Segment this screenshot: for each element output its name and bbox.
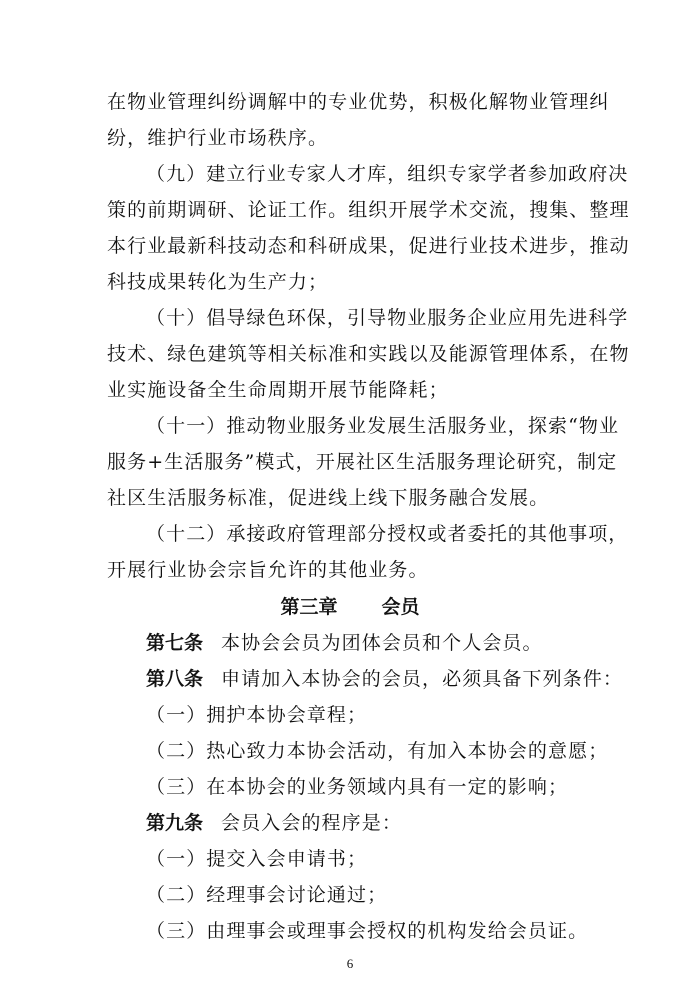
article-8 <box>146 666 623 692</box>
paragraph-line: 社区生活服务标准，促进线上线下服务融合发展。 <box>107 487 550 509</box>
paragraph-line: （十）倡导绿色环保，引导物业服务企业应用先进科学 <box>146 307 629 329</box>
paragraph-line: 服务+生活服务”模式，开展社区生活服务理论研究，制定 <box>107 451 618 473</box>
procedure-item: （三）由理事会或理事会授权的机构发给会员证。 <box>146 920 589 942</box>
article-label: 第九条 <box>146 812 204 834</box>
chapter-title: 会员 <box>381 596 420 618</box>
article-text: 申请加入本协会的会员，必须具备下列条件： <box>221 668 624 690</box>
paragraph-line: 开展行业协会宗旨允许的其他业务。 <box>107 559 429 581</box>
chapter-heading <box>0 594 700 620</box>
paragraph-line: 技术、绿色建筑等相关标准和实践以及能源管理体系，在物 <box>107 343 630 365</box>
condition-item: （三）在本协会的业务领域内具有一定的影响； <box>146 776 569 798</box>
condition-item: （一）拥护本协会章程； <box>146 704 368 726</box>
paragraph-line: 纷，维护行业市场秩序。 <box>107 127 329 149</box>
paragraph-line: 业实施设备全生命周期开展节能降耗； <box>107 379 449 401</box>
article-7 <box>146 630 543 656</box>
article-text: 会员入会的程序是： <box>221 812 402 834</box>
paragraph-line: （九）建立行业专家人才库，组织专家学者参加政府决 <box>146 163 629 185</box>
condition-item: （二）热心致力本协会活动，有加入本协会的意愿； <box>146 740 609 762</box>
article-label: 第八条 <box>146 668 204 690</box>
chapter-number: 第三章 <box>280 596 338 618</box>
article-label: 第七条 <box>146 632 204 654</box>
article-9 <box>146 810 402 836</box>
paragraph-line: 策的前期调研、论证工作。组织开展学术交流，搜集、整理 <box>107 199 630 221</box>
page-number: 6 <box>346 956 354 971</box>
paragraph-line: （十一）推动物业服务业发展生活服务业，探索“物业 <box>146 415 620 437</box>
paragraph-line: （十二）承接政府管理部分授权或者委托的其他事项， <box>146 523 629 545</box>
procedure-item: （二）经理事会讨论通过； <box>146 884 388 906</box>
paragraph-line: 本行业最新科技动态和科研成果，促进行业技术进步，推动 <box>107 235 630 257</box>
paragraph-line: 科技成果转化为生产力； <box>107 271 329 293</box>
procedure-item: （一）提交入会申请书； <box>146 848 368 870</box>
article-text: 本协会会员为团体会员和个人会员。 <box>221 632 543 654</box>
paragraph-line: 在物业管理纠纷调解中的专业优势，积极化解物业管理纠 <box>107 91 610 113</box>
